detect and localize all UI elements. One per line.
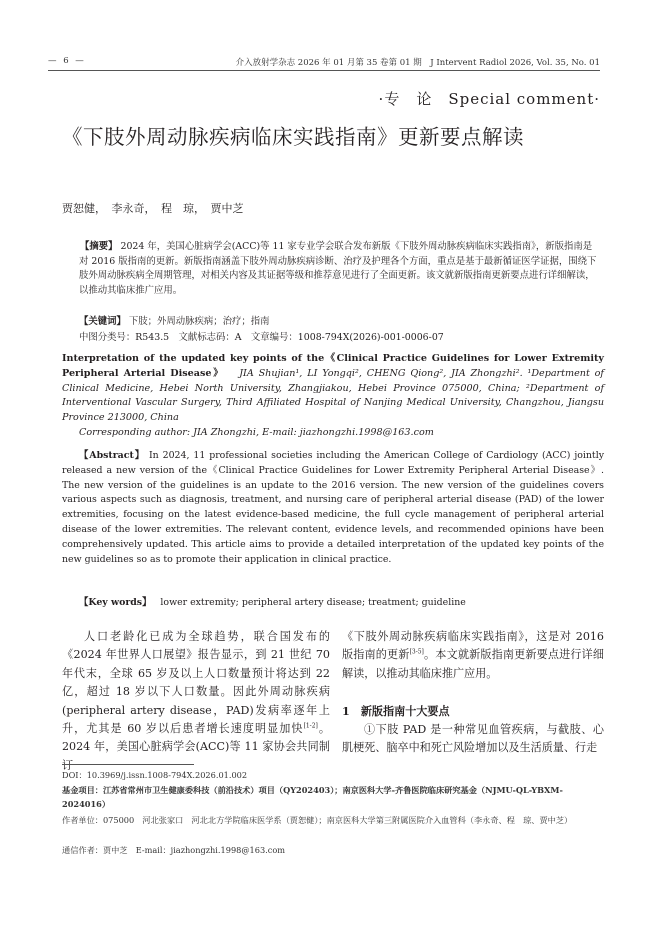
article-title: 《下肢外周动脉疾病临床实践指南》更新要点解读	[62, 125, 524, 149]
english-keywords-text: lower extremity; peripheral artery disease; treatment; guideline	[160, 597, 466, 608]
intro-continuation: 《下肢外周动脉疾病临床实践指南》，这是对 2016 版指南的更新	[342, 630, 604, 662]
author-list: 贾恕健， 李永奇， 程 琼， 贾中芝	[62, 202, 244, 215]
english-header-block	[62, 352, 604, 441]
body-right-paragraph	[342, 628, 604, 683]
abstract-label: 【摘要】	[80, 241, 118, 252]
english-keywords	[79, 594, 466, 608]
chinese-abstract	[79, 240, 601, 298]
page-number: — 6 —	[48, 56, 86, 66]
english-abstract	[62, 449, 604, 567]
english-abstract-label: 【Abstract】	[79, 450, 146, 461]
english-authors: JIA Shujian¹, LI Yongqi², CHENG Qiong², JIA Zhongzhi².	[239, 367, 523, 379]
footnote-rule	[62, 764, 194, 765]
english-abstract-text: In 2024, 11 professional societies including the American College of Cardiology (ACC) jointly released a new version of the《Clinical Practice Guidelines for Lower Extremity Peripheral Arterial Disease》. The new version of the guidelines is an update to the 2016 version. The new version of the guidelines covers various aspects such as diagnosis, treatment, and nursing care of peripheral arterial disease (PAD) of the lower extremities, focusing on the latest evidence-based medicine, the full cycle management of peripheral arterial disease of the lower extremities. The relevant content, evidence levels, and recommended opinions have been comprehensively updated. This article aims to provide a detailed interpretation of the updated key points of the new guidelines so as to promote their application in clinical practice.	[62, 450, 604, 565]
english-corresponding: Corresponding author: JIA Zhongzhi, E-mail: jiazhongzhi.1998@163.com	[79, 426, 434, 438]
intro-text-tail: 。2024 年，美国心脏病学会(ACC)等 11 家协会共同制订	[62, 722, 330, 772]
english-keywords-label: 【Key words】	[79, 597, 152, 608]
body-left-paragraph	[62, 628, 330, 775]
section-label: ·专 论 Special comment·	[378, 90, 600, 108]
chinese-keywords	[79, 313, 270, 327]
intro-text: 人口老龄化已成为全球趋势，联合国发布的《2024 年世界人口展望》报告显示，到 21 世纪 70 年代末，全球 65 岁及以上人口数量预计将达到 22 亿，超过 18 岁以下人口数量。因此外周动脉疾病(peripheral artery disease，PAD)发病率逐年上升，尤其是 60 岁以后患者增长速度明显加快	[62, 630, 330, 736]
doi-line: DOI：10.3969/j.issn.1008-794X.2026.01.002	[62, 770, 248, 780]
header-rule	[48, 70, 600, 71]
fund-line: 基金项目：江苏省常州市卫生健康委科技（前沿技术）项目（QY202403）；南京医科大学-齐鲁医院临床研究基金（NJMU-QL-YBXM-2024016）	[62, 785, 563, 810]
abstract-text: 2024 年，美国心脏病学会(ACC)等 11 家专业学会联合发布新版《下肢外周动脉疾病临床实践指南》，新版指南是对 2016 版指南的更新。新版指南涵盖下肢外周动脉疾病诊断、治疗及护理各个方面，重点是基于最新循证医学证据，围绕下肢外周动脉疾病全周期管理，对相关内容及其证据等级和推荐意见进行了全面更新。该文就新版指南更新要点进行详细解读，以推动其临床推广应用。	[79, 241, 597, 296]
affiliation-line: 作者单位：075000 河北张家口 河北北方学院临床医学系（贾恕健）；南京医科大学第三附属医院介入血管科（李永奇、程 琼、贾中芝）	[62, 815, 573, 825]
english-affiliation: ¹Department of Clinical Medicine, Hebei North University, Zhangjiakou, Hebei Province 075000, China; ²Department of Interventional Vascular Surgery, Third Affiliated Hospital of Nanjing Medical University, Changzhou, Jiangsu Province 213000, China	[62, 367, 604, 424]
citation: [3-5]	[409, 648, 424, 656]
section-heading: 1 新版指南十大要点	[342, 705, 450, 718]
english-title: Interpretation of the updated key points of the《Clinical Practice Guidelines for Lower Extremity Peripheral Arterial Disease》	[62, 353, 604, 379]
keywords-text: 下肢；外周动脉疾病；治疗；指南	[128, 316, 270, 327]
citation: [1-2]	[303, 722, 318, 730]
intro-continuation-tail: 。本文就新版指南更新要点进行详细解读，以推动其临床推广应用。	[342, 648, 604, 680]
journal-header: 介入放射学杂志 2026 年 01 月第 35 卷第 01 期 J Intervent Radiol 2026, Vol. 35, No. 01	[235, 58, 600, 68]
classification-line: 中图分类号：R543.5 文献标志码：A 文章编号：1008-794X(2026)-001-0006-07	[79, 332, 444, 343]
section-paragraph: ①下肢 PAD 是一种常见血管疾病，与截肢、心肌梗死、脑卒中和死亡风险增加以及生活质量、行走	[342, 723, 604, 755]
corresponding-line: 通信作者：贾中芝 E-mail：jiazhongzhi.1998@163.com	[62, 845, 286, 855]
keywords-label: 【关键词】	[79, 316, 126, 327]
